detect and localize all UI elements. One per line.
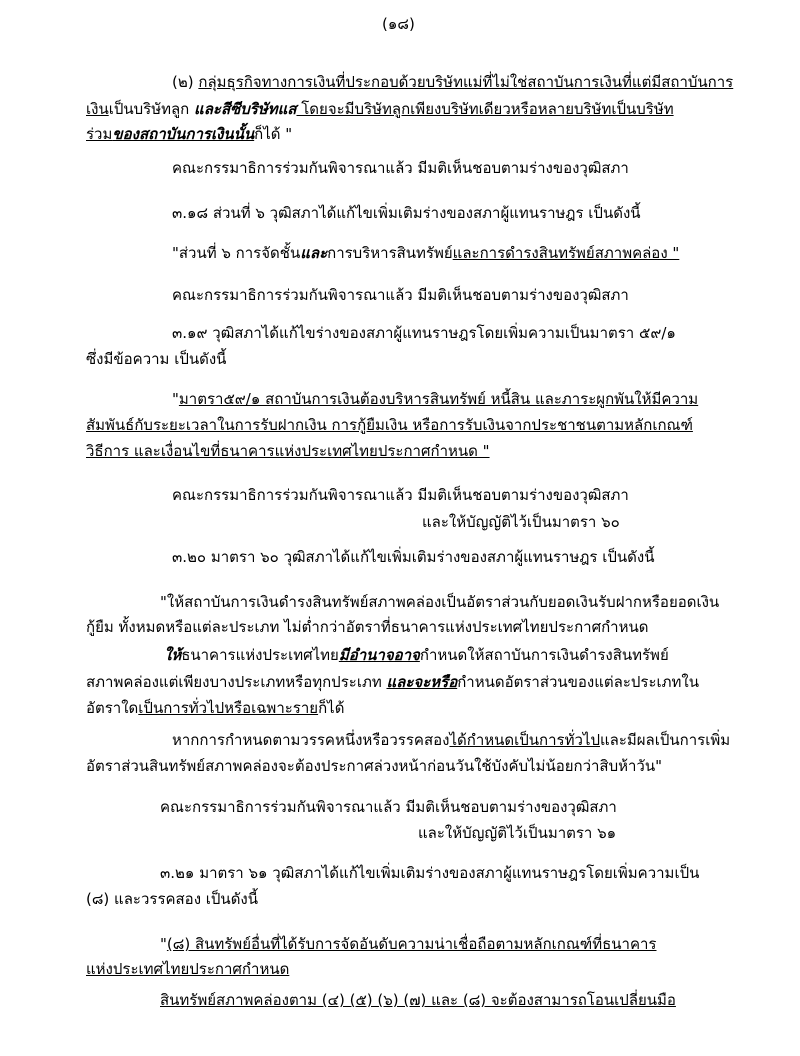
inserted-text: โดยจะมีบริษัทลูกเพียงบริษัทเดียวหรือหลายบริษัทเป็นบริษัท <box>296 100 674 118</box>
section-3-21-line-1: ๓.๒๑ มาตรา ๖๑ วุฒิสภาได้แก้ไขเพิ่มเติมร่างของสภาผู้แทนราษฎรโดยเพิ่มความเป็น <box>160 864 700 882</box>
inserted-text: เป็นการทั่วไปหรือเฉพาะราย <box>138 699 319 717</box>
item-8-line-3: สินทรัพย์สภาพคล่องตาม (๔) (๕) (๖) (๗) และ (๘) จะต้องสามารถโอนเปลี่ยนมือ <box>160 991 676 1009</box>
text: "ส่วนที่ ๖ การจัดชั้น <box>172 244 301 262</box>
text: กำหนดให้สถาบันการเงินดำรงสินทรัพย์ <box>419 646 669 664</box>
text: อัตราใด <box>86 699 139 717</box>
section-59-1-line-1 <box>172 389 698 409</box>
inserted-text: มาตรา๕๙/๑ สถาบันการเงินต้องบริหารสินทรัพย์ หนี้สิน และภาระผูกพันให้มีความ <box>178 390 699 408</box>
section-60-line-1: "ให้สถาบันการเงินดำรงสินทรัพย์สภาพคล่องเป็นอัตราส่วนกับยอดเงินรับฝากหรือยอดเงิน <box>160 593 720 611</box>
committee-resolution-4-line-2: และให้บัญญัติไว้เป็นมาตรา ๖๑ <box>418 824 617 842</box>
inserted-text: และการดำรงสินทรัพย์สภาพคล่อง " <box>452 244 680 262</box>
item-number: (๒) <box>172 73 199 91</box>
text: เป็นบริษัทลูก <box>108 100 195 118</box>
item-8-line-2: แห่งประเทศไทยประกาศกำหนด <box>86 960 290 978</box>
section-60-line-5 <box>86 698 344 718</box>
text: กำหนดอัตราส่วนของแต่ละประเภทใน <box>457 673 700 691</box>
committee-resolution-3-line-2: และให้บัญญัติไว้เป็นมาตรา ๖๐ <box>422 513 620 531</box>
section-3-18-quote <box>172 243 679 263</box>
paragraph-2-line-2 <box>86 99 674 119</box>
inserted-text: ได้กำหนดเป็นการทั่วไป <box>449 731 600 749</box>
section-60-line-2: กู้ยืม ทั้งหมดหรือแต่ละประเภท ไม่ต่ำกว่าอัตราที่ธนาคารแห่งประเทศไทยประกาศกำหนด <box>86 618 649 636</box>
section-59-1-line-2: สัมพันธ์กับระยะเวลาในการรับฝากเงิน การกู้ยืมเงิน หรือการรับเงินจากประชาชนตามหลักเกณฑ์ <box>86 416 693 434</box>
section-3-19-line-1: ๓.๑๙ วุฒิสภาได้แก้ไขร่างของสภาผู้แทนราษฎรโดยเพิ่มความเป็นมาตรา ๕๙/๑ <box>172 324 676 342</box>
section-60-line-7: อัตราส่วนสินทรัพย์สภาพคล่องจะต้องประกาศล่วงหน้าก่อนวันใช้บังคับไม่น้อยกว่าสิบห้าวัน" <box>86 757 662 775</box>
paragraph-2-line-1 <box>172 72 733 92</box>
item-8-line-1 <box>160 934 657 954</box>
inserted-text: กลุ่มธุรกิจทางการเงินที่ประกอบด้วยบริษัทแม่ที่ไม่ใช่สถาบันการเงินที่แต่มีสถาบันการ <box>198 73 734 91</box>
text: ก็ได้ <box>318 699 345 717</box>
inserted-text: ร่วม <box>86 125 113 143</box>
deleted-text: ของสถาบันการเงินนั้น <box>112 125 255 143</box>
deleted-text: และ <box>300 244 328 262</box>
text: " <box>160 935 167 953</box>
section-3-19-line-2: ซึ่งมีข้อความ เป็นดังนี้ <box>86 350 227 368</box>
section-3-21-line-2: (๘) และวรรคสอง เป็นดังนี้ <box>86 890 259 908</box>
deleted-text: มีอำนาจอาจ <box>338 646 420 664</box>
text: และมีผลเป็นการเพิ่ม <box>599 731 731 749</box>
inserted-text: เงิน <box>86 100 109 118</box>
text: สภาพคล่องแต่เพียงบางประเภทหรือทุกประเภท <box>86 673 387 691</box>
section-60-line-6 <box>172 730 730 750</box>
section-60-line-3 <box>164 645 669 665</box>
text: ธนาคารแห่งประเทศไทย <box>181 646 339 664</box>
committee-resolution-2: คณะกรรมาธิการร่วมกันพิจารณาแล้ว มีมติเห็นชอบตามร่างของวุฒิสภา <box>172 286 629 304</box>
committee-resolution-1: คณะกรรมาธิการร่วมกันพิจารณาแล้ว มีมติเห็นชอบตามร่างของวุฒิสภา <box>172 159 629 177</box>
section-59-1-line-3: วิธีการ และเงื่อนไขที่ธนาคารแห่งประเทศไทยประกาศกำหนด " <box>86 442 490 460</box>
committee-resolution-3-line-1: คณะกรรมาธิการร่วมกันพิจารณาแล้ว มีมติเห็นชอบตามร่างของวุฒิสภา <box>172 486 629 504</box>
committee-resolution-4-line-1: คณะกรรมาธิการร่วมกันพิจารณาแล้ว มีมติเห็นชอบตามร่างของวุฒิสภา <box>160 798 617 816</box>
section-3-20-heading: ๓.๒๐ มาตรา ๖๐ วุฒิสภาได้แก้ไขเพิ่มเติมร่างของสภาผู้แทนราษฎร เป็นดังนี้ <box>172 548 655 566</box>
inserted-text: (๘) สินทรัพย์อื่นที่ได้รับการจัดอันดับความน่าเชื่อถือตามหลักเกณฑ์ที่ธนาคาร <box>166 935 657 953</box>
text: " <box>172 390 179 408</box>
text: ก็ได้ " <box>254 125 293 143</box>
deleted-text: และสีซีบริษัทแส <box>194 100 297 118</box>
paragraph-2-line-3 <box>86 124 292 144</box>
section-3-18-heading: ๓.๑๘ ส่วนที่ ๖ วุฒิสภาได้แก้ไขเพิ่มเติมร่างของสภาผู้แทนราษฎร เป็นดังนี้ <box>172 204 641 222</box>
deleted-text: และจะหรือ <box>386 673 458 691</box>
section-60-line-4 <box>86 672 699 692</box>
text: การบริหารสินทรัพย์ <box>327 244 453 262</box>
text: หากการกำหนดตามวรรคหนึ่งหรือวรรคสอง <box>172 731 450 749</box>
page-number: (๑๘) <box>382 15 415 33</box>
deleted-text: ให้ <box>164 646 182 664</box>
